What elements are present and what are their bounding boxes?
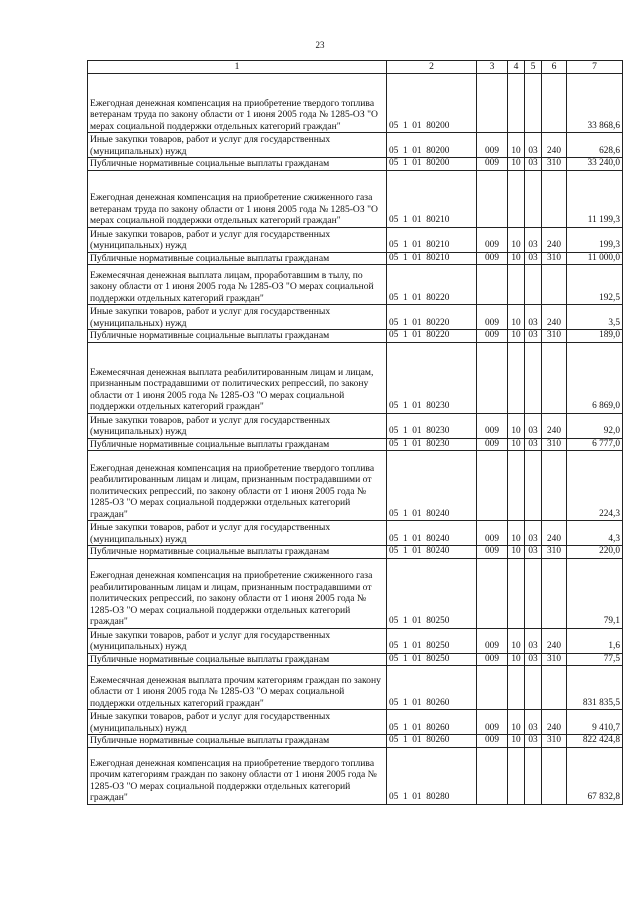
row-col4-cell: 10	[508, 133, 525, 158]
row-col6-cell: 310	[542, 653, 567, 666]
row-col6-cell: 240	[542, 521, 567, 546]
row-sum-cell: 79,1	[567, 558, 623, 628]
row-col3-cell: 009	[477, 227, 508, 252]
row-name-cell: Иные закупки товаров, работ и услуг для государственных (муниципальных) нужд	[88, 305, 387, 330]
table-row	[88, 227, 623, 252]
row-sum-cell: 199,3	[567, 227, 623, 252]
row-col5-cell	[525, 558, 542, 628]
table-row	[88, 252, 623, 265]
row-col6-cell: 310	[542, 252, 567, 265]
table-row	[88, 170, 623, 227]
row-col3-cell: 009	[477, 158, 508, 171]
table-body	[88, 74, 623, 805]
row-col3-cell: 009	[477, 330, 508, 343]
row-code-cell: 05 1 01 80210	[387, 252, 477, 265]
row-code-cell: 05 1 01 80220	[387, 305, 477, 330]
row-col5-cell: 03	[525, 158, 542, 171]
row-col4-cell: 10	[508, 158, 525, 171]
header-col-2: 2	[387, 61, 477, 74]
row-sum-cell: 33 868,6	[567, 74, 623, 133]
row-col6-cell: 240	[542, 628, 567, 653]
row-col4-cell: 10	[508, 305, 525, 330]
row-name-cell: Иные закупки товаров, работ и услуг для государственных (муниципальных) нужд	[88, 413, 387, 438]
row-col5-cell	[525, 74, 542, 133]
budget-table	[87, 60, 623, 805]
row-sum-cell: 11 199,3	[567, 170, 623, 227]
row-col5-cell: 03	[525, 438, 542, 451]
row-col4-cell: 10	[508, 330, 525, 343]
row-col3-cell: 009	[477, 252, 508, 265]
row-sum-cell: 3,5	[567, 305, 623, 330]
page-number: 23	[315, 40, 325, 50]
table-row	[88, 133, 623, 158]
row-col6-cell: 240	[542, 133, 567, 158]
row-name-cell: Иные закупки товаров, работ и услуг для государственных (муниципальных) нужд	[88, 628, 387, 653]
row-sum-cell: 6 777,0	[567, 438, 623, 451]
row-col4-cell	[508, 170, 525, 227]
header-col-4: 4	[508, 61, 525, 74]
row-code-cell: 05 1 01 80280	[387, 747, 477, 804]
header-row	[88, 61, 623, 74]
row-col3-cell	[477, 74, 508, 133]
row-col6-cell: 310	[542, 438, 567, 451]
row-col4-cell: 10	[508, 628, 525, 653]
row-col4-cell	[508, 451, 525, 521]
row-sum-cell: 4,3	[567, 521, 623, 546]
row-col5-cell: 03	[525, 413, 542, 438]
row-col3-cell	[477, 558, 508, 628]
row-col6-cell	[542, 74, 567, 133]
table-row	[88, 305, 623, 330]
row-sum-cell: 189,0	[567, 330, 623, 343]
row-name-cell: Ежегодная денежная компенсация на приобретение сжиженного газа ветеранам труда по закону области от 1 июня 2005 года № 1285-ОЗ "О мерах социальной поддержки отдельных категорий граждан"	[88, 170, 387, 227]
row-col6-cell	[542, 747, 567, 804]
row-col6-cell: 240	[542, 413, 567, 438]
row-col6-cell: 240	[542, 305, 567, 330]
row-col3-cell: 009	[477, 628, 508, 653]
row-name-cell: Ежегодная денежная компенсация на приобретение сжиженного газа реабилитированным лицам и лицам, признанным пострадавшими от политических репрессий, по закону области от 1 июня 2005 года № 1285-ОЗ "О мерах социальной поддержки отдельных категорий граждан"	[88, 558, 387, 628]
row-col6-cell: 310	[542, 546, 567, 559]
row-col3-cell: 009	[477, 413, 508, 438]
row-name-cell: Ежегодная денежная компенсация на приобретение твердого топлива прочим категориям граждан по закону области от 1 июня 2005 года № 1285-ОЗ "О мерах социальной поддержки отдельных категорий граждан"	[88, 747, 387, 804]
row-col6-cell: 240	[542, 710, 567, 735]
row-code-cell: 05 1 01 80200	[387, 74, 477, 133]
row-col5-cell: 03	[525, 546, 542, 559]
header-col-7: 7	[567, 61, 623, 74]
row-name-cell: Публичные нормативные социальные выплаты гражданам	[88, 252, 387, 265]
row-col4-cell: 10	[508, 227, 525, 252]
row-col4-cell: 10	[508, 546, 525, 559]
row-col4-cell	[508, 342, 525, 413]
row-sum-cell: 628,6	[567, 133, 623, 158]
table-row	[88, 158, 623, 171]
table-row	[88, 521, 623, 546]
row-name-cell: Иные закупки товаров, работ и услуг для государственных (муниципальных) нужд	[88, 133, 387, 158]
row-col4-cell	[508, 265, 525, 305]
row-col6-cell	[542, 451, 567, 521]
row-col5-cell: 03	[525, 227, 542, 252]
row-sum-cell: 192,5	[567, 265, 623, 305]
table-row	[88, 413, 623, 438]
row-col6-cell	[542, 666, 567, 710]
table-row	[88, 628, 623, 653]
table-row	[88, 558, 623, 628]
row-name-cell: Ежемесячная денежная выплата лицам, проработавшим в тылу, по закону области от 1 июня 2005 года № 1285-ОЗ "О мерах социальной поддержки отдельных категорий граждан"	[88, 265, 387, 305]
row-col4-cell: 10	[508, 252, 525, 265]
row-code-cell: 05 1 01 80230	[387, 438, 477, 451]
row-col5-cell: 03	[525, 521, 542, 546]
row-name-cell: Публичные нормативные социальные выплаты гражданам	[88, 158, 387, 171]
row-sum-cell: 11 000,0	[567, 252, 623, 265]
row-col3-cell	[477, 265, 508, 305]
row-col5-cell	[525, 451, 542, 521]
row-sum-cell: 67 832,8	[567, 747, 623, 804]
row-sum-cell: 9 410,7	[567, 710, 623, 735]
header-col-3: 3	[477, 61, 508, 74]
row-col5-cell	[525, 342, 542, 413]
row-col4-cell	[508, 666, 525, 710]
row-col3-cell: 009	[477, 521, 508, 546]
row-code-cell: 05 1 01 80200	[387, 133, 477, 158]
row-code-cell: 05 1 01 80210	[387, 227, 477, 252]
header-col-6: 6	[542, 61, 567, 74]
row-code-cell: 05 1 01 80260	[387, 735, 477, 748]
header-col-1: 1	[88, 61, 387, 74]
row-col6-cell	[542, 265, 567, 305]
row-code-cell: 05 1 01 80230	[387, 413, 477, 438]
row-name-cell: Ежемесячная денежная выплата прочим категориям граждан по закону области от 1 июня 2005 года № 1285-ОЗ "О мерах социальной поддержки отдельных категорий граждан"	[88, 666, 387, 710]
row-col3-cell	[477, 451, 508, 521]
row-col5-cell: 03	[525, 653, 542, 666]
row-name-cell: Иные закупки товаров, работ и услуг для государственных (муниципальных) нужд	[88, 227, 387, 252]
table-row	[88, 438, 623, 451]
row-col5-cell	[525, 265, 542, 305]
table-row	[88, 747, 623, 804]
row-col3-cell	[477, 170, 508, 227]
row-col5-cell: 03	[525, 330, 542, 343]
row-name-cell: Публичные нормативные социальные выплаты гражданам	[88, 735, 387, 748]
row-col5-cell: 03	[525, 133, 542, 158]
row-col5-cell: 03	[525, 735, 542, 748]
row-sum-cell: 33 240,0	[567, 158, 623, 171]
row-code-cell: 05 1 01 80220	[387, 265, 477, 305]
row-name-cell: Публичные нормативные социальные выплаты гражданам	[88, 546, 387, 559]
row-name-cell: Ежегодная денежная компенсация на приобретение твердого топлива ветеранам труда по закону области от 1 июня 2005 года № 1285-ОЗ "О мерах социальной поддержки отдельных категорий граждан"	[88, 74, 387, 133]
row-col6-cell	[542, 558, 567, 628]
row-code-cell: 05 1 01 80250	[387, 558, 477, 628]
row-code-cell: 05 1 01 80210	[387, 170, 477, 227]
row-col3-cell: 009	[477, 546, 508, 559]
row-col5-cell	[525, 666, 542, 710]
row-col3-cell	[477, 342, 508, 413]
row-col4-cell: 10	[508, 438, 525, 451]
row-col3-cell: 009	[477, 653, 508, 666]
table-row	[88, 653, 623, 666]
row-col4-cell: 10	[508, 653, 525, 666]
row-code-cell: 05 1 01 80230	[387, 342, 477, 413]
row-code-cell: 05 1 01 80200	[387, 158, 477, 171]
row-code-cell: 05 1 01 80250	[387, 653, 477, 666]
row-code-cell: 05 1 01 80260	[387, 710, 477, 735]
row-code-cell: 05 1 01 80240	[387, 451, 477, 521]
row-code-cell: 05 1 01 80250	[387, 628, 477, 653]
table-row	[88, 74, 623, 133]
row-col6-cell	[542, 170, 567, 227]
row-col3-cell: 009	[477, 438, 508, 451]
header-col-5: 5	[525, 61, 542, 74]
row-col5-cell: 03	[525, 305, 542, 330]
row-col5-cell	[525, 170, 542, 227]
table-row	[88, 265, 623, 305]
row-col4-cell: 10	[508, 413, 525, 438]
row-sum-cell: 822 424,8	[567, 735, 623, 748]
row-col4-cell	[508, 558, 525, 628]
row-col5-cell: 03	[525, 252, 542, 265]
row-name-cell: Публичные нормативные социальные выплаты гражданам	[88, 653, 387, 666]
row-col3-cell: 009	[477, 133, 508, 158]
row-col3-cell	[477, 747, 508, 804]
row-col6-cell: 310	[542, 330, 567, 343]
row-sum-cell: 92,0	[567, 413, 623, 438]
row-name-cell: Иные закупки товаров, работ и услуг для государственных (муниципальных) нужд	[88, 710, 387, 735]
row-code-cell: 05 1 01 80240	[387, 521, 477, 546]
table-row	[88, 710, 623, 735]
table-row	[88, 330, 623, 343]
row-col3-cell: 009	[477, 710, 508, 735]
row-col4-cell: 10	[508, 735, 525, 748]
row-name-cell: Ежегодная денежная компенсация на приобретение твердого топлива реабилитированным лицам и лицам, признанным пострадавшими от политических репрессий, по закону области от 1 июня 2005 года № 1285-ОЗ "О мерах социальной поддержки отдельных категорий граждан"	[88, 451, 387, 521]
row-sum-cell: 1,6	[567, 628, 623, 653]
row-col6-cell: 310	[542, 735, 567, 748]
row-sum-cell: 6 869,0	[567, 342, 623, 413]
row-col6-cell	[542, 342, 567, 413]
row-sum-cell: 831 835,5	[567, 666, 623, 710]
row-col5-cell	[525, 747, 542, 804]
row-name-cell: Ежемесячная денежная выплата реабилитированным лицам и лицам, признанным пострадавшими от политических репрессий, по закону области от 1 июня 2005 года № 1285-ОЗ "О мерах социальной поддержки отдельных категорий граждан"	[88, 342, 387, 413]
row-col3-cell: 009	[477, 735, 508, 748]
row-col4-cell: 10	[508, 521, 525, 546]
table-row	[88, 546, 623, 559]
table-row	[88, 735, 623, 748]
table-row	[88, 451, 623, 521]
row-col4-cell	[508, 74, 525, 133]
row-name-cell: Публичные нормативные социальные выплаты гражданам	[88, 330, 387, 343]
row-sum-cell: 224,3	[567, 451, 623, 521]
table-row	[88, 666, 623, 710]
table-row	[88, 342, 623, 413]
row-code-cell: 05 1 01 80260	[387, 666, 477, 710]
row-col5-cell: 03	[525, 628, 542, 653]
row-col4-cell: 10	[508, 710, 525, 735]
row-code-cell: 05 1 01 80240	[387, 546, 477, 559]
row-code-cell: 05 1 01 80220	[387, 330, 477, 343]
row-col6-cell: 310	[542, 158, 567, 171]
row-col3-cell	[477, 666, 508, 710]
row-col5-cell: 03	[525, 710, 542, 735]
row-col3-cell: 009	[477, 305, 508, 330]
row-name-cell: Иные закупки товаров, работ и услуг для государственных (муниципальных) нужд	[88, 521, 387, 546]
row-name-cell: Публичные нормативные социальные выплаты гражданам	[88, 438, 387, 451]
row-col6-cell: 240	[542, 227, 567, 252]
row-sum-cell: 220,0	[567, 546, 623, 559]
row-col4-cell	[508, 747, 525, 804]
row-sum-cell: 77,5	[567, 653, 623, 666]
